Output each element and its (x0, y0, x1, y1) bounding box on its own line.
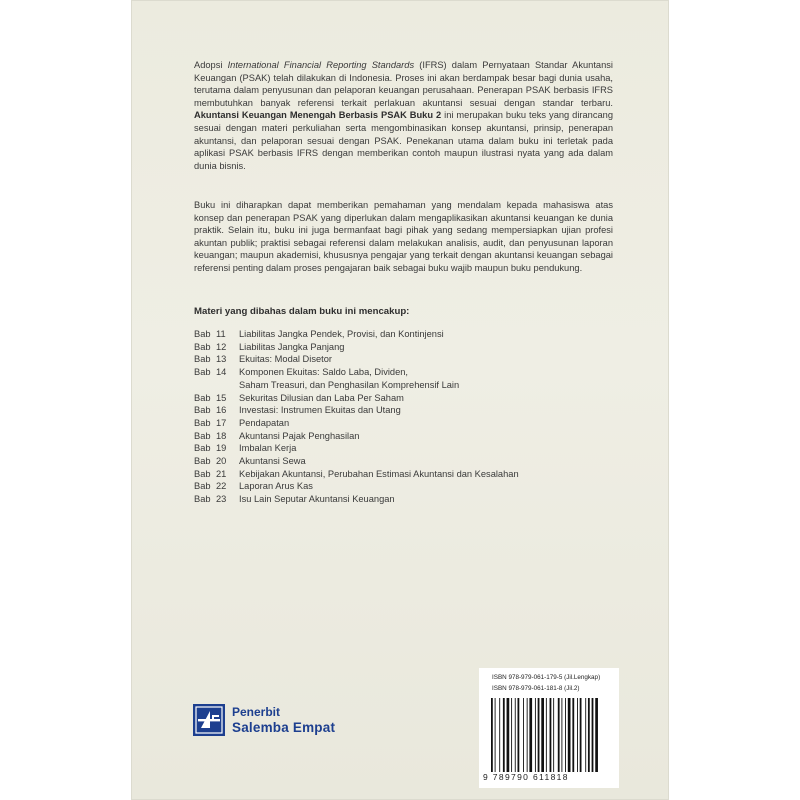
chapter-bab: Bab (194, 392, 211, 403)
barcode (489, 698, 613, 772)
chapter-title: Imbalan Kerja (239, 443, 297, 454)
chapter-item (194, 455, 624, 468)
chapter-title: Kebijakan Akuntansi, Perubahan Estimasi Akuntansi dan Kesalahan (239, 468, 519, 479)
chapter-title: Laporan Arus Kas (239, 481, 313, 492)
description-paragraph-2: Buku ini diharapkan dapat memberikan pemahaman yang mendalam kepada mahasiswa atas konsep dan penerapan PSAK yang diperlukan dalam mengaplikasikan akuntansi keuangan ke dunia praktik. Selain itu, buku ini juga bermanfaat bagi pihak yang sedang mempersiapkan ujian profesi akuntan publik; praktisi sebagai referensi dalam melakukan analisis, audit, dan penyusunan laporan keuangan; maupun akademisi, khususnya pengajar yang terkait dengan akuntansi keuangan sebagai referensi penting dalam proses pengajaran baik sebagai buku wajib maupun buku pendukung. (194, 200, 613, 273)
chapter-title: Ekuitas: Modal Disetor (239, 354, 333, 365)
publisher-label: Penerbit (232, 705, 281, 719)
publisher-brand: Salemba Empat (232, 720, 336, 735)
chapter-num: 16 (216, 405, 227, 416)
isbn-line-1: ISBN 978-979-061-179-5 (Jil.Lengkap) (492, 674, 601, 681)
publisher-logo (192, 703, 335, 737)
barcode-bar (538, 698, 540, 772)
chapter-num: 20 (216, 456, 227, 467)
chapter-title: Sekuritas Dilusian dan Laba Per Saham (239, 392, 404, 403)
chapter-num: 21 (216, 468, 227, 479)
chapter-list (194, 328, 624, 506)
chapter-num: 15 (216, 392, 227, 403)
chapter-bab: Bab (194, 405, 211, 416)
barcode-bar (518, 698, 520, 772)
barcode-bar (577, 698, 578, 772)
barcode-bar (595, 698, 598, 772)
chapter-num: 13 (216, 354, 227, 365)
barcode-bar (495, 698, 496, 772)
barcode-bar (527, 698, 528, 772)
paragraph-text: (IFRS) dalam Pernyataan Standar Akuntansi Keuangan (PSAK) telah dilakukan di Indonesia. Proses ini akan berdampak besar bagi dunia usaha, terutama dalam penyusunan dan pelaporan keuangan perusahaan. Penerapan PSAK berbasis IFRS membutuhkan banyak referensi terkait perlakuan akuntansi sesuai dengan standar terbaru. (194, 60, 613, 108)
chapter-title: Investasi: Instrumen Ekuitas dan Utang (239, 405, 401, 416)
chapter-item (194, 341, 624, 354)
salemba-empat-logo-icon (192, 703, 226, 737)
chapter-item (194, 480, 624, 493)
chapter-item (194, 353, 624, 366)
chapter-item (194, 442, 624, 455)
barcode-bar (561, 698, 562, 772)
chapter-num: 11 (216, 329, 226, 339)
chapter-title: Komponen Ekuitas: Saldo Laba, Dividen, (239, 367, 409, 378)
description-paragraph-1 (194, 59, 613, 172)
chapter-bab: Bab (194, 329, 211, 339)
chapter-item (194, 493, 624, 506)
chapter-num: 12 (216, 341, 227, 352)
chapter-num: 22 (216, 481, 227, 492)
barcode-bar (529, 698, 532, 772)
isbn-line-2: ISBN 978-979-061-181-8 (Jil.2) (492, 685, 580, 692)
isbn-barcode-box (479, 668, 619, 788)
barcode-bar (572, 698, 574, 772)
publisher-name (232, 705, 335, 735)
barcode-bar (515, 698, 516, 772)
chapter-title: Isu Lain Seputar Akuntansi Keuangan (239, 494, 395, 505)
chapter-title: Liabilitas Jangka Pendek, Provisi, dan Kontinjensi (239, 329, 444, 339)
book-title-bold-text: Akuntansi Keuangan Menengah Berbasis PSAK Buku 2 (194, 110, 442, 121)
barcode-digits: 9 789790 611818 (483, 772, 569, 782)
barcode-bar (499, 698, 500, 772)
chapter-title: Liabilitas Jangka Panjang (239, 341, 345, 352)
barcode-bar (580, 698, 582, 772)
chapter-item (194, 328, 624, 341)
barcode-bar (546, 698, 547, 772)
book-back-cover (131, 0, 669, 800)
barcode-bar (565, 698, 566, 772)
chapter-bab: Bab (194, 367, 211, 378)
paragraph-text: Adopsi (194, 60, 228, 70)
barcode-bar (503, 698, 505, 772)
barcode-bar (535, 698, 536, 772)
chapter-num: 23 (216, 494, 227, 505)
chapter-bab: Bab (194, 481, 211, 492)
barcode-bar (511, 698, 512, 772)
ifrs-italic-text: International Financial Reporting Standards (227, 60, 415, 70)
chapter-item-continuation: Saham Treasuri, dan Penghasilan Komprehensif Lain (239, 379, 460, 390)
chapter-num: 17 (216, 417, 227, 428)
chapter-bab: Bab (194, 341, 211, 352)
chapter-item (194, 417, 624, 430)
chapter-item (194, 404, 624, 417)
chapter-bab: Bab (194, 430, 211, 441)
barcode-bar (541, 698, 544, 772)
toc-heading: Materi yang dibahas dalam buku ini mencakup: (194, 306, 410, 317)
chapter-bab: Bab (194, 354, 211, 365)
chapter-bab: Bab (194, 494, 211, 505)
chapter-title: Akuntansi Sewa (239, 456, 306, 467)
barcode-bar (568, 698, 571, 772)
barcode-bar (553, 698, 554, 772)
barcode-bar (592, 698, 594, 772)
paragraph-text: ini merupakan buku teks yang dirancang sesuai dengan materi perkuliahan serta mengombinasikan konsep akuntansi, prinsip, penerapan akuntansi, dan pelaporan sesuai dengan PSAK. Penekanan utama dalam buku ini terletak pada aplikasi PSAK berbasis IFRS dengan memberikan contoh maupun ilustrasi nyata yang ada dalam dunia bisnis. (194, 110, 614, 171)
chapter-num: 19 (216, 443, 227, 454)
barcode-bar (491, 698, 493, 772)
chapter-num: 18 (216, 430, 227, 441)
barcode-bar (588, 698, 590, 772)
chapter-bab: Bab (194, 443, 211, 454)
chapter-item (194, 366, 624, 379)
chapter-item (194, 430, 624, 443)
chapter-bab: Bab (194, 468, 211, 479)
barcode-bar (523, 698, 524, 772)
chapter-title: Pendapatan (239, 417, 290, 428)
barcode-bar (507, 698, 510, 772)
barcode-bar (550, 698, 552, 772)
chapter-title: Akuntansi Pajak Penghasilan (239, 430, 360, 441)
chapter-num: 14 (216, 367, 227, 378)
chapter-bab: Bab (194, 456, 211, 467)
barcode-bar (558, 698, 560, 772)
barcode-bar (585, 698, 586, 772)
chapter-item (194, 468, 624, 481)
chapter-item (194, 392, 624, 405)
chapter-bab: Bab (194, 417, 211, 428)
